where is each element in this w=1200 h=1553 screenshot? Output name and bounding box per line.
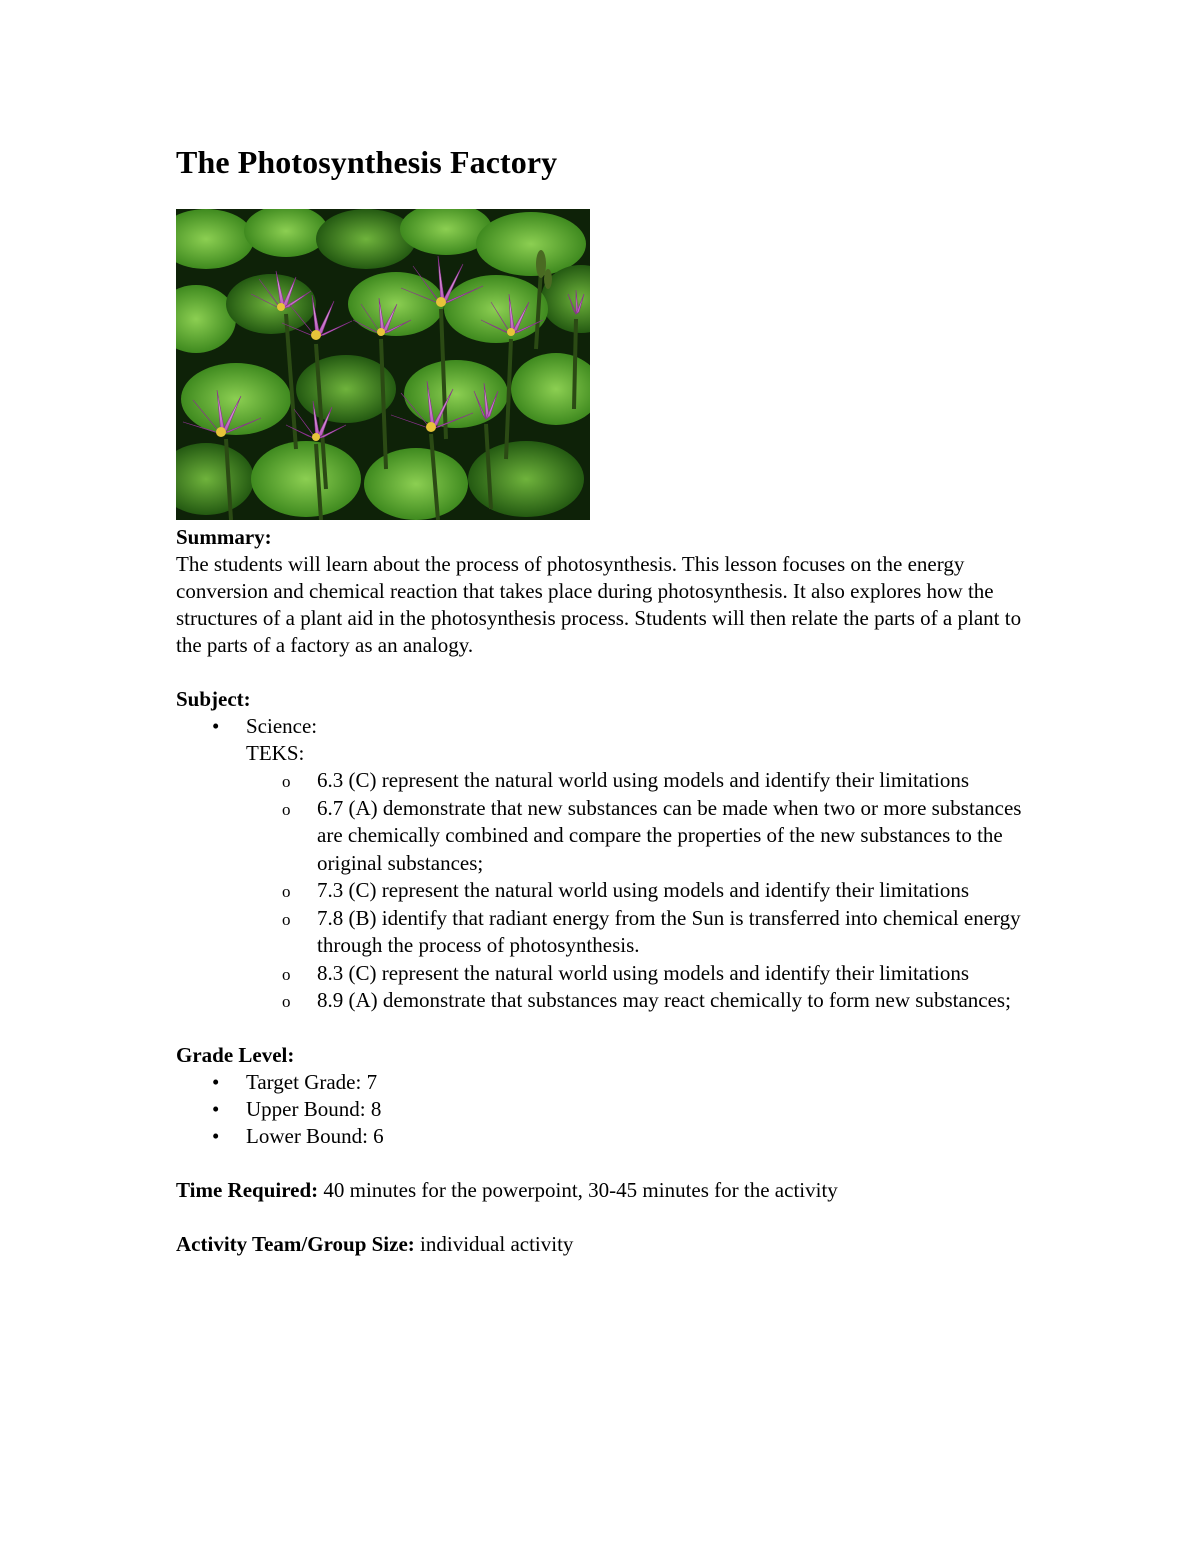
teks-item: 7.8 (B) identify that radiant energy from the Sun is transferred into chemical energy through the process of photosynthesis. (317, 905, 1021, 957)
grade-item: Lower Bound: 6 (246, 1123, 384, 1148)
grade-item: Target Grade: 7 (246, 1069, 378, 1094)
grade-level-list (176, 1069, 1036, 1150)
subject-teks-label: TEKS: (246, 741, 305, 765)
bullet-icon: • (212, 1096, 220, 1121)
list-item (246, 987, 1036, 1015)
list-item (246, 877, 1036, 905)
time-required-value: 40 minutes for the powerpoint, 30-45 minutes for the activity (318, 1177, 838, 1202)
bullet-icon: • (212, 714, 220, 738)
circle-bullet-icon: o (282, 799, 291, 819)
time-required-label: Time Required: (176, 1177, 319, 1202)
group-size-label: Activity Team/Group Size: (176, 1231, 415, 1256)
list-item (246, 905, 1036, 960)
document-page (176, 140, 1036, 1258)
grade-level-label: Grade Level: (176, 1042, 295, 1067)
subject-label: Subject: (176, 687, 251, 711)
teks-item: 8.9 (A) demonstrate that substances may react chemically to form new substances; (317, 988, 1011, 1012)
subject-list (176, 713, 1036, 1015)
list-item (176, 1069, 1036, 1096)
teks-item: 6.7 (A) demonstrate that new substances can be made when two or more substances are chemically combined and compare the properties of the new substances to the original substances; (317, 795, 1022, 875)
subject-science: Science: (246, 714, 318, 738)
group-size-value: individual activity (414, 1231, 574, 1256)
time-required-row (176, 1177, 1036, 1204)
teks-item: 7.3 (C) represent the natural world using models and identify their limitations (317, 878, 970, 902)
group-size-row (176, 1231, 1036, 1258)
grade-item: Upper Bound: 8 (246, 1096, 382, 1121)
circle-bullet-icon: o (282, 964, 291, 984)
list-item (176, 713, 1036, 1015)
list-item (246, 960, 1036, 988)
summary-label: Summary: (176, 525, 272, 549)
circle-bullet-icon: o (282, 772, 291, 791)
list-item (176, 1096, 1036, 1123)
circle-bullet-icon: o (282, 882, 291, 901)
teks-list (246, 767, 1036, 1015)
teks-item: 6.3 (C) represent the natural world using models and identify their limitations (317, 768, 970, 792)
circle-bullet-icon: o (282, 909, 291, 929)
list-item (246, 795, 1036, 878)
list-item (176, 1123, 1036, 1150)
bullet-icon: • (212, 1069, 220, 1094)
summary-text: The students will learn about the process of photosynthesis. This lesson focuses on the energy conversion and chemical reaction that takes place during photosynthesis. It also explores how the structures of a plant aid in the photosynthesis process. Students will then relate the parts of a plant to the parts of a factory as an analogy. (176, 552, 1022, 657)
list-item (246, 767, 1036, 795)
water-lily-photo (176, 209, 590, 520)
circle-bullet-icon: o (282, 992, 291, 1011)
bullet-icon: • (212, 1123, 220, 1148)
teks-item: 8.3 (C) represent the natural world using models and identify their limitations (317, 960, 970, 985)
document-title: The Photosynthesis Factory (176, 144, 558, 180)
